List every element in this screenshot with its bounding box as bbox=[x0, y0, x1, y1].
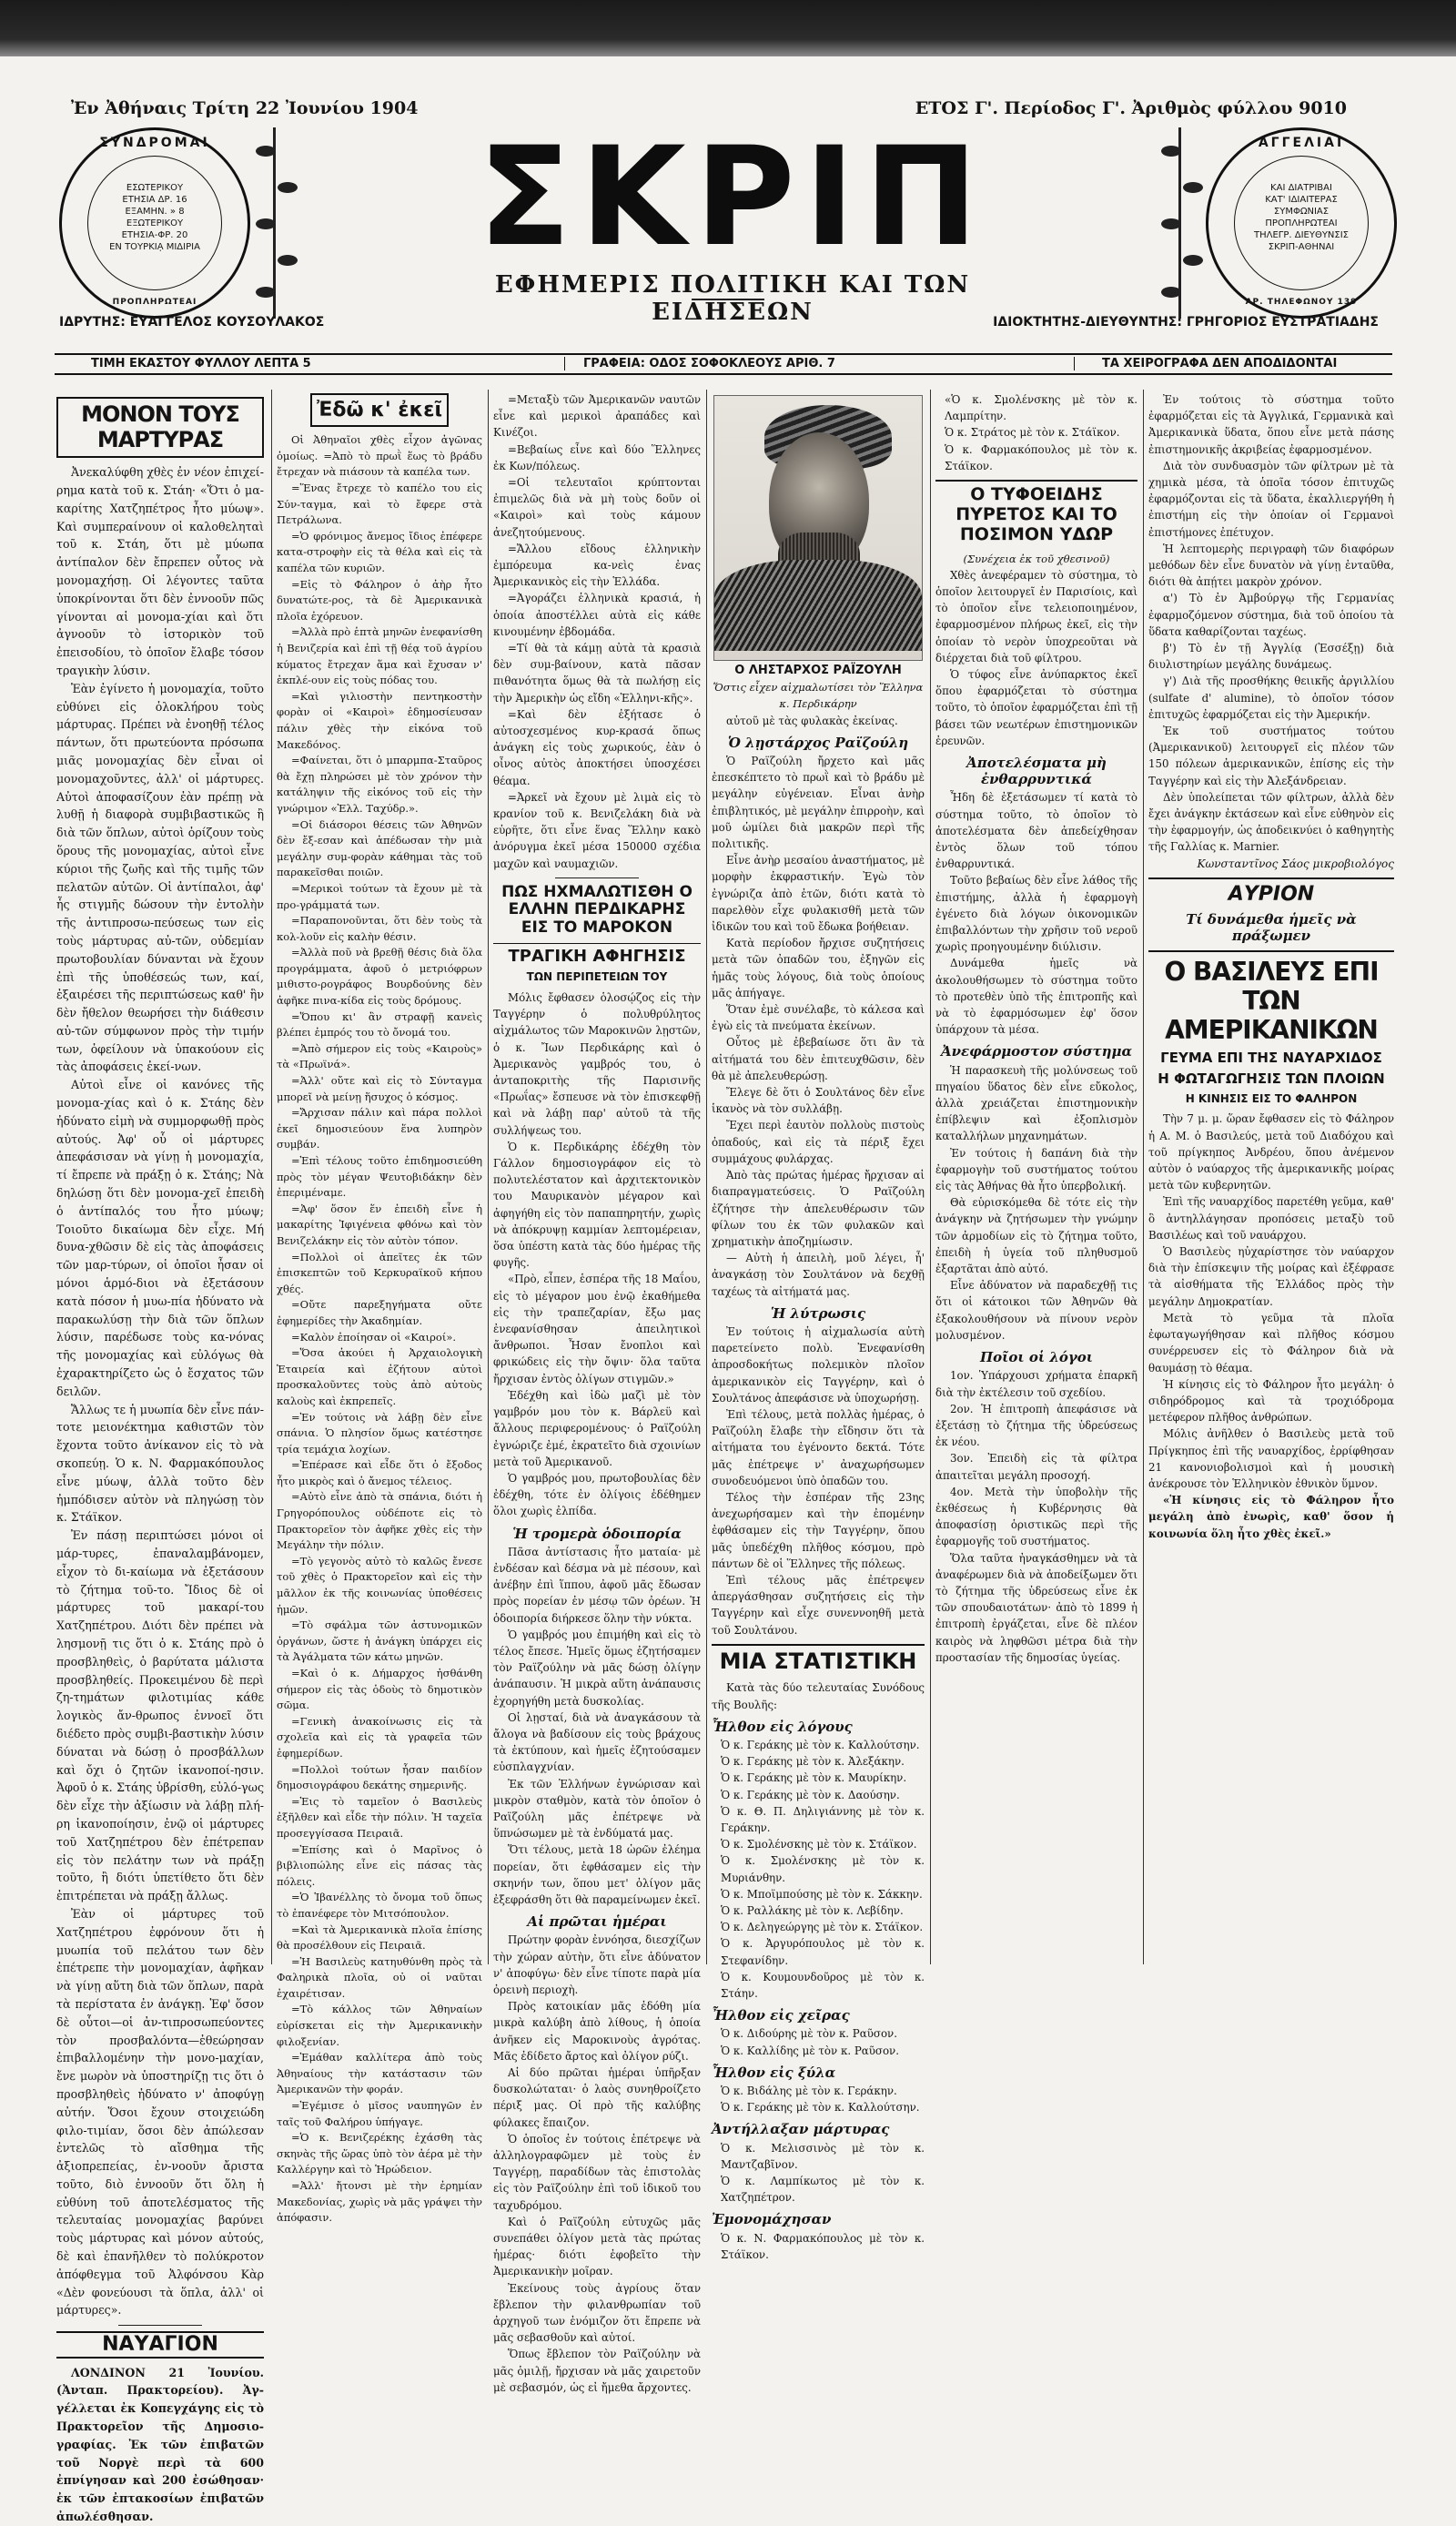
snippet: =Οἱ τελευταῖοι κρύπτονται ἐπιμελῶς διὰ νὰ μὴ τοὺς δοῦν οἱ «Καιροὶ» καὶ τοὺς κάμουν ἀνεζητούμενους. bbox=[493, 476, 701, 539]
subheading: Ποῖοι οἱ λόγοι bbox=[979, 1349, 1094, 1366]
article-paragraph: Ἐκείνους τοὺς ἀγρίους ὅταν ἔβλεπον τὴν φιλανθρωπίαν τοῦ ἀρχηγοῦ των ἐνόμιζον ὅτι ἔπρεπε νὰ μᾶς σεβασθοῦν καὶ αὐτοί. bbox=[493, 2281, 701, 2345]
snippet: =Ὅπου κι' ἂν στραφῇ κανεὶς βλέπει ἐμπρός του τὸ ὄνομά του. bbox=[277, 1009, 482, 1040]
seal-right-bottom: ΑΡ. ΤΗΛΕΦΩΝΟΥ 139 bbox=[1245, 298, 1358, 307]
article-paragraph: Ὁ ὁποῖος ἐν τούτοις ἐπέτρεψε νὰ ἀλληλογραφῶμεν μὲ τοὺς ἐν Ταγγέρῃ, παραδίδων τὰς ἐπιστολὰς εἰς τὸν Ραϊζούλην ἐπὶ τοῦ ἰδικοῦ του ταχυδρόμου. bbox=[493, 2132, 701, 2212]
vine-ornament-right bbox=[1178, 127, 1194, 319]
article-paragraph: Δὲν ὑπολείπεται τῶν φίλτρων, ἀλλὰ δὲν ἔχει ἀνάγκην ἐκτάσεων καὶ εἶνε εὐθηνὸν εἰς τὴν ἐφαρμογήν, ὡς ἀποδεικνύει ὁ καθηγητὴς τῆς Γαλλίας κ. Marnier. bbox=[1148, 790, 1394, 854]
snippet: =Ὅσα ἀκούει ἡ Ἀρχαιολογικὴ Ἑταιρεία καὶ ἐζήτουν αὐτοὶ προσκαλοῦντες τοὺς ἀπὸ αὐτοὺς καλοὺς καὶ ἐκπρεπεῖς. bbox=[277, 1346, 482, 1407]
snippet: =Ὁ κ. Βενιζερέκης ἐχάσθη τὰς σκηνὰς τῆς ὥρας ὑπὸ τὸν ἀέρα μὲ τὴν Καλλέργην καὶ τὸ Ἡρώδειον. bbox=[277, 2131, 482, 2176]
article-paragraph: Μόλις ἀνῆλθεν ὁ Βασιλεὺς μετὰ τοῦ Πρίγκηπος ἐπὶ τῆς ναυαρχίδος, ἐρρίφθησαν 21 κανονιοβολισμοὶ καὶ ἡ μουσικὴ ἀνέκρουσε τὸν Ἑλληνικὸν ἐθνικὸν ὕμνον. bbox=[1148, 1427, 1394, 1490]
article-paragraph: Ἐν τούτοις τὸ σύστημα τοῦτο ἐφαρμόζεται εἰς τὰ Ἀγγλικά, Γερμανικὰ καὶ Ἀμερικανικὰ ὕδατα, ὅπου εἶνε μετὰ πάσης ἐπιστημονικῆς ἀκριβείας ἐφαρμοσμένον. bbox=[1148, 393, 1394, 456]
article-paragraph: Ἡ παρασκευὴ τῆς μολύνσεως τοῦ πηγαίου ὕδατος δὲν εἶνε εὔκολος, ἀλλὰ χρειάζεται ἐπιστημονικὴν ἐπίβλεψιν καὶ ἐξοπλισμὸν καταλλήλων μηχανημάτων. bbox=[935, 1063, 1138, 1143]
headline-statistic: ΜΙΑ ΣΤΑΤΙΣΤΙΚΗ bbox=[712, 1644, 925, 1675]
article-paragraph: Οἱ λῃσταί, διὰ νὰ ἀναγκάσουν τὰ ἄλογα νὰ βαδίσουν εἰς τοὺς βράχους τὰ ἐκτύπουν, καὶ ἡμεῖς ἐζητούσαμεν εὐσπλαγχνίαν. bbox=[493, 1710, 701, 1774]
article-paragraph: ΛΟΝΔΙΝΟΝ 21 Ἰουνίου. (Ἀνταπ. Πρακτορείου). Ἀγ-γέλλεται ἐκ Κοπεγχάγης εἰς τὸ Πρακτορεῖον τῆς Δημοσιο-γραφίας. Ἐκ τῶν ἐπιβατῶν τοῦ Νοργὲ περὶ τὰ 600 ἐπνίγησαν καὶ 200 ἐσώθησαν· ἐκ τῶν ἐπτακοσίων ἐπιβατῶν ἀπωλέσθησαν. bbox=[56, 2365, 264, 2523]
stat-entry: Ὁ κ. Μελισσινὸς μὲ τὸν κ. Μαντζαβῖνον. bbox=[721, 2141, 925, 2171]
snippet: =Ἀπὸ σήμερον εἰς τοὺς «Καιροὺς» τὰ «Πρωϊνά». bbox=[277, 1041, 482, 1071]
continued-note: (Συνέχεια ἐκ τοῦ χθεσινοῦ) bbox=[963, 552, 1110, 565]
separator bbox=[118, 2325, 201, 2326]
article-paragraph: «Πρὸ, εἶπεν, ἑσπέρα τῆς 18 Μαΐου, εἰς τὸ μέγαρον μου ἐνῷ ἐκαθήμεθα εἰς τὴν τραπεζαρίαν, ἔξω μας ἐνεφανίσθησαν ἀπειλητικοὶ ἄνθρωποι. Ἦσαν ἔνοπλοι καὶ φρικώδεις εἰς τὴν ὄψιν· ὅλα ταῦτα ἤρχισαν ἐντὸς ὀλίγων στιγμῶν.» bbox=[493, 1273, 701, 1385]
snippet: =Βεβαίως εἶνε καὶ δύο Ἕλληνες ἐκ Κων/πόλεως. bbox=[493, 442, 701, 472]
article-paragraph: 3ον. Ἐπειδὴ εἰς τὰ φίλτρα ἀπαιτεῖται μεγάλη προσοχή. bbox=[935, 1452, 1138, 1482]
seal-right-line: ΠΡΟΠΛΗΡΩΤΕΑΙ bbox=[1265, 218, 1338, 228]
article-paragraph: Ἐδέχθη καὶ ἰδὼ μαζὶ μὲ τὸν γαμβρόν μου τὸν κ. Βάρλεϋ καὶ ἄλλους περιφερομένους· ὁ Ραϊζούλη ἐγνώριζε ἐμέ, ἐκρατεῖτο διὰ σχοινίων μετὰ τοῦ Ἀμερικανοῦ. bbox=[493, 1388, 701, 1468]
article-paragraph: Εἶνε ἀδύνατον νὰ παραδεχθῇ τις ὅτι οἱ κάτοικοι τῶν Ἀθηνῶν θὰ ἐξακολουθήσουν νὰ πίνουν νερὸν μολυσμένον. bbox=[935, 1279, 1138, 1342]
portrait-raisuli bbox=[713, 395, 923, 661]
snippet: =Ἐμάθαν καλλίτερα ἀπὸ τοὺς Ἀθηναίους τὴν κατάστασιν τῶν Ἀμερικανῶν τὴν φοράν. bbox=[277, 2051, 482, 2096]
owner-line: ΙΔΙΟΚΤΗΤΗΣ-ΔΙΕΥΘΥΝΤΗΣ: ΓΡΗΓΟΡΙΟΣ ΕΥΣΤΡΑΤΙΑΔΗΣ bbox=[993, 315, 1379, 330]
article-paragraph: Ἐπὶ τέλους, μετὰ πολλὰς ἡμέρας, ὁ Ραϊζούλη ἔλαβε τὴν εἴδησιν ὅτι τὰ αἰτήματα του ἐγένοντο δεκτά. Τότε μᾶς ἐπέτρεψε ν' ἀναχωρήσωμεν συνοδευόμενοι ὑπὸ ὀπαδῶν του. bbox=[712, 1407, 925, 1487]
headline-only-witnesses: ΜΟΝΟΝ ΤΟΥΣ ΜΑΡΤΥΡΑΣ bbox=[56, 397, 264, 458]
article-paragraph: Ἐπὶ τέλους μᾶς ἐπέτρεψεν ἀπεργάσθησαν συζητήσεις εἰς τὴν Ταγγέρην καὶ εἶχε συνεννοηθῆ μετὰ τοῦ Σουλτάνου. bbox=[712, 1573, 925, 1637]
masthead bbox=[0, 118, 1456, 346]
stat-entry: Ὁ κ. Σμολένσκης μὲ τὸν κ. Μυριάνθην. bbox=[721, 1854, 925, 1884]
article-paragraph: Ἐν πάσῃ περιπτώσει μόνοι οἱ μάρ-τυρες, ἐπαναλαμβάνομεν, εἶχον τὸ δι-καίωμα νὰ ἐξετάσουν τὸ ζήτημα τοῦ-το. Ἴδιος δὲ οἱ μάρτυρες τοῦ μακαρί-του Χατζηπέτρου. Διότι δὲν πρέπει νὰ λησμονῇ τις ὅτι ὁ κ. Στάης πρὸ ὁ προσβληθεὶς, ὁ βαρύτατα μάλιστα προσβληθείς. Προκειμένου δὲ περὶ ζη-τημάτων φιλοτιμίας κάθε λογικὸς ἄν-θρωπος ἐννοεῖ ὅτι διέδετο πρὸς συμβι-βαστικὴν λύσιν δύναται νὰ δώσῃ ὁ προσβάλλων καὶ ὄχι ὁ ζητῶν ἱκανοποί-ησιν. Ἀφοῦ ὁ κ. Στάης ὑβρίσθη, εὐλό-γως δὲν εἶχε τὴν ἀξίωσιν νὰ λάβῃ πλή-ρη ἱκανοποίησιν, ἐνῷ οἱ μάρτυρες τοῦ Χατζηπέτρου δὲν ἐπέτρεπαν εἰς τὸν πελάτην των νὰ πράξῃ τοῦτο, ἢ διότι ὑπετίθετο ὅτι δὲν ἐπιτρέπεται νὰ πράξῃ ἄλλως. bbox=[56, 1528, 264, 1903]
headline-perdikaris: ΠΩΣ ΗΧΜΑΛΩΤΙΣΘΗ Ο ΕΛΛΗΝ ΠΕΡΔΙΚΑΡΗΣ ΕΙΣ ΤΟ ΜΑΡΟΚΟΝ bbox=[501, 882, 693, 937]
article-paragraph: Ἡ λεπτομερὴς περιγραφὴ τῶν διαφόρων μεθόδων δὲν εἶνε δυνατὸν νὰ γίνῃ ἐνταῦθα, διότι θὰ ἀπῄτει μακρὸν χρόνον. bbox=[1148, 542, 1394, 589]
seal-right-arc: ΑΓΓΕΛΙΑΙ bbox=[1258, 136, 1345, 150]
snippet: =Ἄλλου εἴδους ἑλληνικὴν ἐμπόρευμα κα-νεὶς ἐνας Ἀμερικανικὸς εἰς τὴν Ἑλλάδα. bbox=[493, 542, 701, 589]
column-1 bbox=[56, 391, 264, 2523]
snippet: =Αὐτὸ εἶνε ἀπὸ τὰ σπάνια, διότι ἡ Γρηγορόπουλος οὐδέποτε εἰς τὸ Πρακτορεῖον τὸν ἀφῆκε χθὲς εἰς τὴν Μεγάλην τὴν πόλιν. bbox=[277, 1490, 482, 1552]
stat-entry: Ὁ κ. Κουμουνδοῦρος μὲ τὸν κ. Στάην. bbox=[721, 1970, 925, 2001]
stat-entry: Ὁ κ. Γεράκης μὲ τὸν κ. Καλλούτσην. bbox=[721, 1738, 920, 1751]
snippet: =Ἀλλὰ ποῦ νὰ βρεθῇ θέσις διὰ ὅλα προγράμματα, ἀφοῦ ὁ μετριόφρων μιθιστο-ρογράφος Βουρδούνης δὲν ἀφῆκε πινα-κίδα εἰς τοὺς δρόμους. bbox=[277, 946, 482, 1008]
snippet: =Ἀφ' ὅσον ἕν ἐπειδὴ εἶνε ἡ μακαρίτης Ἰφιγένεια φθόνω καὶ τὸν Βενιζελάκην εἰς τὸν αὐτὸν τόπον. bbox=[277, 1202, 482, 1247]
article-paragraph: Ἐν τούτοις ἡ δαπάνη διὰ τὴν ἐφαρμογὴν τοῦ συστήματος τούτου εἰς τὰς Ἀθήνας θὰ ἦτο ὑπερβολική. bbox=[935, 1146, 1138, 1193]
stat-heading: Ἀντήλλαξαν μάρτυρας bbox=[712, 2121, 890, 2138]
founder-line: ΙΔΡΥΤΗΣ: ΕΥΑΓΓΕΛΟΣ ΚΟΥΣΟΥΛΑΚΟΣ bbox=[59, 315, 325, 330]
stat-entry: Ὁ κ. Σμολένσκης μὲ τὸν κ. Στάϊκον. bbox=[721, 1838, 917, 1851]
article-paragraph: Ἡ κίνησις εἰς τὸ Φάληρον ἦτο μεγάλη· ὁ σιδηρόδρομος καὶ τὰ τροχιόδρομα μετέφερον πλῆθος ἀνθρώπων. bbox=[1148, 1377, 1394, 1425]
seal-left-line: ΕΣΩΤΕΡΙΚΟΥ bbox=[126, 183, 184, 193]
column-2 bbox=[277, 391, 482, 2225]
snippet: =Μεταξὺ τῶν Ἀμερικανῶν ναυτῶν εἶνε καὶ μερικοὶ ἀραπάδες καὶ Κινέζοι. bbox=[493, 393, 701, 440]
snippet: =Ἀγοράζει ἑλληνικὰ κρασιά, ἡ ὁποία ἀποστέλλει αὐτὰ εἰς κάθε κινουμένην ἐβδομάδα. bbox=[493, 592, 701, 638]
subheading: Ὁ λῃστάρχος Ραϊζούλη bbox=[727, 734, 909, 751]
snippet: =Ἐπίσης καὶ ὁ Μαρῖνος ὁ βιβλιοπώλης εἶνε εἰς πάσας τὰς πόλεις. bbox=[277, 1842, 482, 1888]
office-address: ΓΡΑΦΕΙΑ: ΟΔΟΣ ΣΟΦΟΚΛΕΟΥΣ ΑΡΙΘ. 7 bbox=[564, 357, 835, 370]
article-paragraph: Ἐκ τοῦ συστήματος τούτου (Ἀμερικανικοῦ) λειτουργεῖ εἰς πλέον τῶν 150 πόλεων ἀμερικανικῶν, ἐπίσης εἰς τὴν Ταγγέρην καὶ εἰς τὴν Ἀλεξάνδρειαν. bbox=[1148, 725, 1394, 787]
snippet: =Οὔτε παρεξηγήματα οὔτε ἐφημερίδες τὴν Ἀκαδημίαν. bbox=[277, 1298, 482, 1327]
stat-entry: Ὁ κ. Λαμπίκωτος μὲ τὸν κ. Χατζηπέτρον. bbox=[721, 2175, 925, 2205]
article-paragraph: Ὅτι τέλους, μετὰ 18 ὡρῶν ἐλέημα πορείαν, ὅτι ἐφθάσαμεν εἰς τὴν σκηνήν των, ὅπου μετ' ὀλίγον μᾶς ἐξεφράσθη ὅτι θὰ παραμείνωμεν ἐκεῖ. bbox=[493, 1843, 701, 1906]
article-paragraph: Διὰ τὸν συνδυασμὸν τῶν φίλτρων μὲ τὰ χημικὰ μέσα, τὰ ὁποῖα τόσον ἐπιτυχῶς ἐφαρμόζονται εἰς τὰ ὕδατα, ἐκαλλιεργήθη ἡ ἐπιστήμη εἰς τὴν ὁποίαν οἱ Γερμανοὶ ἐπιστήμονες ἐπέτυχον. bbox=[1148, 459, 1394, 539]
portrait-caption: Ο ΛΗΣΤΑΡΧΟΣ ΡΑΪΖΟΥΛΗ bbox=[734, 664, 902, 677]
portrait-subcaption: Ὅστις εἶχεν αἰχμαλωτίσει τὸν Ἕλληνα κ. Περδικάρην bbox=[713, 681, 924, 711]
snippet: =Ἐπέρασε καὶ εἶδε ὅτι ὁ ἔξοδος ἦτο μικρὸς καὶ ὁ ἄνεμος τέλειος. bbox=[277, 1458, 482, 1487]
stat-entry: «Ὁ κ. Σμολένσκης μὲ τὸν κ. Λαμπρίτην. bbox=[945, 393, 1138, 423]
article-paragraph: Ὁ γαμβρός μου, πρωτοβουλίας δὲν ἐδέχθη, τότε ἐν ὀλίγοις ἐδέθημεν ὅλοι χωρὶς ἐλπίδα. bbox=[493, 1471, 701, 1518]
subheading: Ἡ λύτρωσις bbox=[770, 1304, 866, 1322]
seal-right-line: ΣΚΡΙΠ-ΑΘΗΝΑΙ bbox=[1268, 242, 1335, 252]
snippet: =Ὁ Ἱβανέλλης τὸ ὄνομα τοῦ ὅπως τὸ ἐπανέφερε τὸν Μιτσόπουλον. bbox=[277, 1891, 482, 1920]
article-paragraph: Κατὰ τὰς δύο τελευταίας Συνόδους τῆς Βουλῆς: bbox=[712, 1681, 925, 1711]
seal-right-line: ΚΑΙ ΔΙΑΤΡΙΒΑΙ bbox=[1270, 183, 1332, 193]
seal-left-inner bbox=[87, 156, 222, 290]
article-paragraph: Καὶ ὁ Ραϊζούλη εὐτυχῶς μᾶς συνεπάθει ὀλίγον μετὰ τὰς πρώτας ἡμέρας· διότι ἐφοβεῖτο τὴν Ἀμερικανικὴν μοῖραν. bbox=[493, 2215, 701, 2278]
manuscripts-notice: ΤΑ ΧΕΙΡΟΓΡΑΦΑ ΔΕΝ ΑΠΟΔΙΔΟΝΤΑΙ bbox=[1074, 357, 1337, 370]
snippet: =Πολλοὶ οἱ ἀπεῖτες ἐκ τῶν ἐπισκεπτῶν τοῦ Κερκυραϊκοῦ κήπου χθές. bbox=[277, 1250, 482, 1295]
snippet: =Ἡ Βασιλεὺς κατηυθύνθη πρὸς τὰ Φαληρικὰ πλοῖα, οὐ οἱ ναῦται ἐχαιρέτισαν. bbox=[277, 1954, 482, 2000]
snippet: =Γενικὴ ἀνακοίνωσις εἰς τὰ σχολεῖα καὶ εἰς τὰ γραφεῖα τῶν ἐφημερίδων. bbox=[277, 1714, 482, 1760]
article-paragraph: Εἶνε ἀνὴρ μεσαίου ἀναστήματος, μὲ μορφὴν ἐκφραστικήν. Ἐγὼ τὸν ἐγνώριζα ἀπὸ ἐτῶν, διότι κατὰ τὸ παρελθὸν εἶχε φυλακισθῆ μετὰ τῶν ἰδικῶν του καὶ τοῦ ἔδωκα βοήθειαν. bbox=[712, 854, 925, 934]
article-paragraph: Τοῦτο βεβαίως δὲν εἶνε λάθος τῆς ἐπιστήμης, ἀλλὰ ἡ ἐφαρμογὴ ἐγένετο διὰ λόγων ὀικονομικῶν ἐπιβαλλόντων τὴν χρῆσιν τοῦ νεροῦ χωρὶς προηγουμένην διύλισιν. bbox=[935, 874, 1138, 954]
snippet: =Ὁ φρόνιμος ἄνεμος ἴδιος ἐπέφερε κατα-στροφὴν εἰς τὰ θέλα καὶ εἰς τὰ καπέλα τῶν κυριῶν. bbox=[277, 529, 482, 575]
seal-right-line: ΚΑΤ' ΙΔΙΑΙΤΕΡΑΣ bbox=[1265, 195, 1338, 205]
article-paragraph: Ἀπὸ τὰς πρώτας ἡμέρας ἤρχισαν αἱ διαπραγματεύσεις. Ὁ Ραϊζούλη ἐζήτησε τὴν ἀπελευθέρωσιν τῶν φίλων του ἐκ τῶν φυλακῶν καὶ χρηματικὴν ἀποζημίωσιν. bbox=[712, 1169, 925, 1248]
stat-entry: Ὁ κ. Βιδάλης μὲ τὸν κ. Γεράκην. bbox=[721, 2085, 897, 2098]
seal-left-bottom: ΠΡΟΠΛΗΡΩΤΕΑΙ bbox=[112, 298, 197, 307]
article-paragraph: Ὁ γαμβρός μου ἐπιμήθη καὶ εἰς τὸ τέλος ἔπεσε. Ἡμεῖς ὅμως ἐζητήσαμεν τὸν Ραϊζούλην νὰ μᾶς δώσῃ ὀλίγην ἀνάπαυσιν. Ἡ μικρὰ αὕτη ἀνάπαυσις ἐχορηγήθη μετὰ δυσκολίας. bbox=[493, 1628, 701, 1708]
column-6 bbox=[1148, 391, 1394, 1957]
article-paragraph: Αὐτοὶ εἶνε οἱ κανόνες τῆς μονομα-χίας καὶ ὁ κ. Στάης δὲν ἠδύνατο εἰμὴ νὰ συμμορφωθῇ πρὸς αὐτούς. Ἀφ' οὗ οἱ μάρτυρες ἀπεφάσισαν νὰ γίνῃ ἡ μονομαχία, τί ἔπρεπε νὰ πράξῃ ὁ κ. Στάης; Νὰ δηλώσῃ ὅτι δὲν μονομα-χεῖ ἐπειδὴ ὁ ἀντίπαλός του ἦτο μύωψ; Τοιοῦτο δικαίωμα δὲν εἶχε. Μή δυνα-χθῶσιν δὲ εἰς τὰς ἀποφάσεις τῶν μαρ-τύρων, οἱ ὁποῖοι ἦσαν οἱ μόνοι ἁρμό-διοι νὰ ἐξετάσουν κατὰ πόσον ἡ μυω-πία ἠδύνατο νὰ παρακωλύσῃ τὴν διὰ τῶν ὅπλων λύσιν, παρέδωσε τοὺς κα-νόνας τῆς μονομαχίας καὶ εὐλόγως θὰ ἐχαρακτηρίζετο ὡς ὁ ἔσχατος τῶν δειλῶν. bbox=[56, 1078, 264, 1398]
snippet: =Οἱ διάσοροι θέσεις τῶν Ἀθηνῶν δὲν ἔξ-εσαν καὶ ἀπέδωσαν τὴν μιὰ μεγάλην συμ-φορὰν κάθημαι τὰς τοῦ παρακεῖσθαι ποιῶν. bbox=[277, 817, 482, 879]
seal-left-line: ΕΤΗΣΙΑ-ΦΡ. 20 bbox=[121, 230, 188, 240]
ornament-rule bbox=[692, 299, 764, 308]
snippet: =Καὶ ὁ κ. Δήμαρχος ἠσθάνθη σήμερον εἰς τὰς ὁδοὺς τὸ δημοτικὸν σῶμα. bbox=[277, 1667, 482, 1712]
headline-here-and-there: Ἐδῶ κ' ἐκεῖ bbox=[310, 393, 449, 427]
snippet: =Καλὸν ἐποίησαν οἱ «Καιροί». bbox=[291, 1330, 457, 1344]
article-paragraph: Οὗτος μὲ ἐβεβαίωσε ὅτι ἂν τὰ αἰτήματά του δὲν ἐπιτευχθῶσιν, δὲν θὰ μὲ ἀπελευθερώσῃ. bbox=[712, 1036, 925, 1082]
stat-heading: Ἦλθον εἰς λόγους bbox=[712, 1718, 853, 1735]
headline-tomorrow: ΑΥΡΙΟΝ bbox=[1148, 878, 1394, 906]
article-paragraph: Ἔχει περὶ ἑαυτὸν πολλοὺς πιστοὺς ὀπαδούς, καὶ εἰς τὰ πέριξ ἔχει συμμάχους φυλάρχας. bbox=[712, 1119, 925, 1165]
column-rule bbox=[706, 390, 707, 1964]
article-paragraph: Ἦδη δὲ ἐξετάσωμεν τί κατὰ τὸ σύστημα τοῦτο, τὸ ὁποῖον τὸ ἀποτελέσματα δὲν ἀπεδείχθησαν ἐντὸς ὅλων τοῦ τόπου ἐνθαρρυντικά. bbox=[935, 791, 1138, 871]
article-paragraph: Ὁ τύφος εἶνε ἀνύπαρκτος ἐκεῖ ὅπου ἐφαρμόζεται τὸ σύστημα τοῦτο, τὸ ὁποῖον ἐφαρμόζεται ἐπὶ τῇ βάσει τῶν νεωτέρων ἐπιστημονικῶν ἐρευνῶν. bbox=[935, 667, 1138, 747]
article-paragraph: Ἐπὶ τῆς ναυαρχίδος παρετέθη γεῦμα, καθ' ὃ ἀντηλλάγησαν προπόσεις μεταξὺ τοῦ Βασιλέως καὶ τοῦ ναυάρχου. bbox=[1148, 1195, 1394, 1242]
headline-dinner-flagship: ΓΕΥΜΑ ΕΠΙ ΤΗΣ ΝΑΥΑΡΧΙΔΟΣ bbox=[1160, 1050, 1382, 1067]
column-rule bbox=[271, 390, 272, 1964]
subheading: Αἱ πρῶται ἡμέραι bbox=[527, 1913, 667, 1931]
article-paragraph: «Ἡ κίνησις εἰς τὸ Φάληρον ἦτο μεγάλη ἀπὸ ἐνωρὶς, καθ' ὅσον ἡ κοινωνία ὅλη ἦτο χθὲς ἐκεῖ.» bbox=[1148, 1494, 1394, 1540]
snippet: =Τὸ κάλλος τῶν Ἀθηναίων εὐρίσκεται εἰς τὴν Ἀμερικανικὴν φιλοξενίαν. bbox=[277, 2003, 482, 2048]
headline-adventures: ΤΩΝ ΠΕΡΙΠΕΤΕΙΩΝ ΤΟΥ bbox=[526, 970, 668, 984]
seal-left-line: ΕΞΩΤΕΡΙΚΟΥ bbox=[126, 218, 184, 228]
article-paragraph: Δυνάμεθα ἡμεῖς νὰ ἀκολουθήσωμεν τὸ σύστημα τοῦτο τὸ προτεθὲν ὑπὸ τῆς ἐπιτροπῆς καὶ νὰ τὸ ἐφαρμόσωμεν ἐφ' ὅσον ὑπάρχουν τὰ μέσα. bbox=[935, 957, 1138, 1037]
subscription-seal bbox=[59, 127, 250, 319]
stat-entry: Ὁ κ. Φαρμακόπουλος μὲ τὸν κ. Στάϊκον. bbox=[945, 442, 1138, 472]
article-paragraph: Τὴν 7 μ. μ. ὥραν ἔφθασεν εἰς τὸ Φάληρον ἡ Α. Μ. ὁ Βασιλεύς, μετὰ τοῦ Διαδόχου καὶ τοῦ πρίγκηπος Ἀνδρέου, ὅπου ἀνέμενον αὐτὸν ὁ ναύαρχος τῆς ἀμερικανικῆς μοίρας μετὰ τῶν κυβερνητῶν. bbox=[1148, 1112, 1394, 1192]
headline-typhoid: Ο ΤΥΦΟΕΙΔΗΣ ΠΥΡΕΤΟΣ ΚΑΙ ΤΟ ΠΟΣΙΜΟΝ ΥΔΩΡ bbox=[935, 480, 1138, 545]
article-paragraph: Ὁ κ. Περδικάρης ἐδέχθη τὸν Γάλλον δημοσιογράφον εἰς τὸ πολυτελέστατον καὶ ἀρχιτεκτονικὸν του Μαυρικανὸν μέγαρον καὶ ἀφηγήθη εἰς τὸν παπαπηρητήν, χωρὶς νὰ ἀπόκρυψῃ καμμίαν λεπτομέρειαν, ὅσα ὑπέστη κατὰ τὰς δύο ἡμέρας τῆς φυγῆς. bbox=[493, 1140, 701, 1270]
issue-number: ΕΤΟΣ Γ'. Περίοδος Γ'. Ἀριθμὸς φύλλου 9010 bbox=[915, 98, 1347, 118]
seal-left-line: ΕΞΑΜΗΝ. » 8 bbox=[125, 207, 185, 217]
stat-entry: Ὁ κ. Μποϊμπούσης μὲ τὸν κ. Σάκκην. bbox=[721, 1887, 923, 1901]
stat-entry: Ὁ κ. Ν. Φαρμακόπουλος μὲ τὸν κ. Στάϊκον. bbox=[721, 2231, 925, 2261]
article-paragraph: — Αὐτὴ ἡ ἀπειλὴ, μοῦ λέγει, ἦ' ἀναγκάσῃ τὸν Σουλτάνον νὰ δεχθῇ ταχέως τὰ αἰτήματά μας. bbox=[712, 1252, 925, 1298]
headline-tragic-account: ΤΡΑΓΙΚΗ ΑΦΗΓΗΣΙΣ bbox=[493, 943, 701, 967]
snippet: =Καὶ τὰ Ἀμερικανικὰ πλοῖα ἐπίσης θὰ προσέλθουν εἰς Πειραιᾶ. bbox=[277, 1922, 482, 1953]
stat-entry: Ὁ κ. Δεληγεώργης μὲ τὸν κ. Στάϊκον. bbox=[721, 1921, 924, 1934]
article-paragraph: Αἱ δύο πρῶται ἡμέραι ὑπῆρξαν δυσκολώταται· ὁ λαὸς συνηθροίζετο πέριξ μας. Οἱ πρὸ τῆς καλύβης φύλακες ἔπαιζον. bbox=[493, 2066, 701, 2129]
vine-ornament-left bbox=[273, 127, 288, 319]
snippet: =Ἕνας ἔτρεχε τὸ καπέλο του εἰς Σύν-ταγμα, καὶ τὸ ἔφερε στὰ Πετράλωνα. bbox=[277, 482, 482, 527]
column-5 bbox=[935, 391, 1138, 1957]
seal-left-line: ΕΝ ΤΟΥΡΚΙᾼ ΜΙΔΙΡΙΑ bbox=[109, 242, 200, 252]
article-paragraph: 4ον. Μετὰ τὴν ὑποβολὴν τῆς ἐκθέσεως ἡ Κυβέρνησις θὰ ἀποφασίσῃ ὁριστικῶς περὶ τῆς ἐφαρμογῆς τοῦ συστήματος. bbox=[935, 1485, 1138, 1548]
article-paragraph: Τέλος τὴν ἑσπέραν τῆς 23ης ἀνεχωρήσαμεν καὶ τὴν ἐπομένην ἐφθάσαμεν εἰς τὴν Ταγγέρην, ὅπου μᾶς ὑπεδέχθη πλῆθος κόσμου, πρὸ πάντων δὲ οἱ Ἕλληνες τῆς πόλεως. bbox=[712, 1490, 925, 1570]
seal-right-line: ΣΥΜΦΩΝΙΑΣ bbox=[1273, 207, 1330, 217]
article-paragraph: Ἐὰν ἐγίνετο ἡ μονομαχία, τοῦτο εὐθύνει εἰς ὁλοκλήρου τοὺς μάρτυρας. Πρέπει νὰ ἐνοηθῇ τέλος πάντων, ὅτι πρωτεύοντα πρόσωπα μιᾶς μονομαχίας δὲν εἶναι οἱ μονομαχοῦντες, ἀλλ' οἱ μάρτυρες. Αὐτοὶ ἀποφασίζουν ἐὰν πρέπῃ νὰ λυθῇ ἡ διαφορὰ συμβιβαστικῶς ἢ διὰ τῶν ὅπλων, αὐτοὶ ὁρίζουν τοὺς ὅρους τῆς μονομαχίας, αὐτοὶ εἶνε κύριοι τῆς ζωῆς καὶ τῆς τιμῆς τῶν πελατῶν αὐτῶν. Οἱ ἀντίπαλοι, ἀφ' ἧς στιγμῆς δώσουν τὴν ἐντολὴν τῆς ἀντιπροσω-πεύσεως των εἰς τοὺς μάρτυρας αὐ-τῶν, οὐδεμίαν πρωτοβουλίαν δύνανται νὰ ἔχουν ἐπὶ τῆς ὑποθέσεώς των, καί, ἐξαιρέσει τῆς περιπτώσεως καθ' ἣν δὲν ἤθελον θεωρήσει τὴν διάθεσιν αὐ-τῶν σύμφωνον πρὸς τὴν τιμήν των, ὀφείλουν νὰ ὑπακούουν εἰς τὰς ἀποφάσεις ἐκεί-νων. bbox=[56, 681, 264, 1074]
stat-entry: Ὁ κ. Γεράκης μὲ τὸν κ. Μαυρίκην. bbox=[721, 1771, 907, 1785]
article-paragraph: Ἐὰν οἱ μάρτυρες τοῦ Χατζηπέτρου ἐφρόνουν ὅτι ἡ μυωπία τοῦ πελάτου των δὲν ἐπέτρεπε τὴν μονομαχίαν, ἀφῆκαν νὰ γίνῃ αὕτη διὰ τῶν ὅπλων, παρὰ τὰ περίστατα ἐν ἀνάγκῃ. Ἐφ' ὅσον δὲ οὗτοι—οἱ ἀν-τιπροσωπεύοντες τὸν προσβαλόντα—ἐθεώρησαν ἐπιβαλλομένην τὴν μονο-μαχίαν, ἔνε μωρὸν νὰ ὑποστηρίζῃ τις ὅτι ὁ προσβληθεὶς ἠδύνατο ν' ἀποφύγῃ αὐτήν. Ὅσοι ἔχουν στοιχειώδη φιλο-τιμίαν, ὅσοι δὲν ἀπώλεσαν ἐντελῶς τὸ αἴσθημα τῆς ἀξιοπρεπείας, ἐν-νοοῦν ἄριστα τοῦτο, διὸ ἐννοοῦν ὅτι ὅλη ἡ εὐθύνη τοῦ ἀποτελέσματος τῆς τελευταίας μονομαχίας βαρύνει τοὺς μάρτυρας καὶ μόνον αὐτούς, δὲ καὶ ἐπανῆλθεν τὸ πολύκροτον ἀπόφθεγμα τοῦ Ἀλφόνσου Κὰρ «Δὲν φονεύουσι τὰ ὅπλα, ἀλλ' οἱ μάρτυρες». bbox=[56, 1906, 264, 2318]
article-paragraph: Πᾶσα ἀντίστασις ἦτο ματαία· μὲ ἐνδέσαν καὶ δέσμα νὰ μὲ πέσουν, καὶ ἀνέβην ἐπὶ ἵππου, ἀφοῦ μᾶς ἔδωσαν πρὸς πορείαν ἐν μέσῳ τῶν ὀρέων. Ἡ ὁδοιπορία διήρκεσε ὅλην τὴν νύκτα. bbox=[493, 1545, 701, 1625]
article-paragraph: γ') Διὰ τῆς προσθήκης θειικῆς ἀργιλλίου (sulfate d' alumine), τὸ ὁποῖον τόσον ἐπιτυχῶς ἐφαρμόζεται εἰς τὴν Ἀμερικήν. bbox=[1148, 675, 1394, 721]
article-paragraph: 2ον. Ἡ ἐπιτροπὴ ἀπεφάσισε νὰ ἐξετάσῃ τὸ ζήτημα τῆς ὑδρεύσεως ἐκ νέου. bbox=[935, 1402, 1138, 1449]
article-paragraph: Μόλις ἔφθασεν ὁλοσῴζος εἰς τὴν Ταγγέρην ὁ πολυθρύλητος αἰχμάλωτος τῶν Μαροκινῶν λῃστῶν, ὁ κ. Ἴων Περδικάρης καὶ ὁ Ἀμερικανὸς γαμβρός του, ὁ ἀνταποκριτὴς τῆς Παρισινῆς «Πρωΐας» ἔσπευσε νὰ τὸν ἐπισκεφθῇ καὶ νὰ λάβῃ παρ' αὐτοῦ τὰ τῆς συλλήψεως του. bbox=[493, 991, 701, 1137]
snippet: =Ἀλλ' οὔτε καὶ εἰς τὸ Σύνταγμα μπορεῖ νὰ μείνῃ ἥσυχος ὁ κόσμος. bbox=[277, 1074, 482, 1103]
snippet: =Μερικοὶ τούτων τὰ ἔχουν μὲ τὰ προ-γράμματά των. bbox=[277, 881, 482, 911]
article-paragraph: Μετὰ τὸ γεῦμα τὰ πλοῖα ἐφωταγωγήθησαν καὶ πλῆθος κόσμου συνέρρευσεν εἰς τὸ Φάληρον διὰ νὰ θαυμάσῃ τὸ θέαμα. bbox=[1148, 1311, 1394, 1375]
stat-entry: Ὁ κ. Γεράκης μὲ τὸν κ. Καλλούτσην. bbox=[721, 2101, 920, 2115]
subheading: Ἡ τρομερὰ ὁδοιπορία bbox=[512, 1525, 682, 1542]
article-paragraph: Ὁ Βασιλεὺς ηὐχαρίστησε τὸν ναύαρχον διὰ τὴν ἐπίσκεψιν τῆς μοίρας καὶ ἐξέφρασε τὰ αἰσθήματα τῆς Ἑλλάδος πρὸς τὴν μεγάλην Δημοκρατίαν. bbox=[1148, 1245, 1394, 1308]
article-paragraph: Χθὲς ἀνεφέραμεν τὸ σύστημα, τὸ ὁποῖον λειτουργεῖ ἐν Παρισίοις, καὶ τὸ ὁποῖον εἶνε τελειοποιημένον, ἐφαρμοσμένον πλήρως ἐκεῖ, εἰς τὴν ὁποίαν τὸ νερὸν ὑποχρεοῦται νὰ διέρχεται διὰ τοῦ φίλτρου. bbox=[935, 568, 1138, 664]
headline-king-on-american-ships: Ο ΒΑΣΙΛΕΥΣ ΕΠΙ ΤΩΝ ΑΜΕΡΙΚΑΝΙΚΩΝ bbox=[1148, 950, 1394, 1046]
snippet: =Εἰς τὸ Φάληρον ὁ ἀὴρ ἦτο δυνατώτε-ρος, τὰ δὲ Ἀμερικανικὰ πλοῖα ἐχόρευον. bbox=[277, 577, 482, 623]
article-paragraph: Ὁ Ραϊζούλη ἤρχετο καὶ μᾶς ἐπεσκέπτετο τὸ πρωῒ καὶ τὸ βράδυ μὲ μεγάλην εὐγένειαν. Εἶναι ἀνὴρ ἐπιβλητικός, μὲ μεγάλην ἐπιρροὴν, καὶ μοῦ ὡμίλει διὰ μακρῶν περὶ τῆς πολιτικῆς. bbox=[712, 755, 925, 851]
snippet: =Καὶ γιλιοστὴν πεντηκοστὴν φορὰν οἱ «Καιροὶ» ἐδημοσίευσαν πάλιν χθὲς τὴν εἰκόνα τοῦ Μακεδόνος. bbox=[277, 689, 482, 751]
stat-entry: Ὁ κ. Καλλίδης μὲ τὸν κ. Ραῦσον. bbox=[721, 2044, 899, 2057]
snippet: =Φαίνεται, ὅτι ὁ μπαρμπα-Σταῦρος θὰ ἔχῃ πληρώσει μὲ τὸν χρόνον τὴν κατάληψιν τῆς εἰκόνος τοῦ εἰς τὴν γνώριμον «Ἐλλ. Ταχύδρ.». bbox=[277, 754, 482, 815]
subheading: Ἀνεφάρμοστον σύστημα bbox=[940, 1043, 1133, 1060]
subheading: Τί δυνάμεθα ἡμεῖς νὰ πράξωμεν bbox=[1186, 911, 1357, 945]
article-paragraph: Ἐκ τῶν Ἑλλήνων ἐγνώρισαν καὶ μικρὸν σταθμὸν, κατὰ τὸν ὁποῖον ὁ Ραϊζούλη μᾶς ἐπέτρεψε νὰ ὕπνώσωμεν μὲ τὰ ἐνδύματά μας. bbox=[493, 1777, 701, 1841]
snippet: =Ἐπὶ τέλους τοῦτο ἐπιδημοσιεύθη πρὸς τὸν μέγαν Ψευτοβιδάκην δὲν ἐπεριμέναμε. bbox=[277, 1154, 482, 1200]
headline-phaleron-movement: Η ΚΙΝΗΣΙΣ ΕΙΣ ΤΟ ΦΑΛΗΡΟΝ bbox=[1185, 1091, 1358, 1105]
snippet: =Ἐις τὸ ταμεῖον ὁ Βασιλεὺς ἐξῆλθεν καὶ εἶδε τὴν πόλιν. Ἡ ταχεῖα προσεγγίσασα Πειραιᾶ. bbox=[277, 1794, 482, 1840]
article-paragraph: Ὅπως ἔβλεπον τὸν Ραϊζούλην νὰ μᾶς ὁμιλῇ, ἤρχισαν νὰ μᾶς χαιρετοῦν μὲ σεβασμόν, ὡς εἰ ἤμεθα ἄρχοντες. bbox=[493, 2348, 701, 2394]
price-notice: ΤΙΜΗ ΕΚΑΣΤΟΥ ΦΥΛΛΟΥ ΛΕΠΤΑ 5 bbox=[91, 357, 311, 370]
article-paragraph: Ὅταν ἐμὲ συνέλαβε, τὸ κάλεσα καὶ ἐγὼ εἰς τὰ πνεύματα ἐκείνων. bbox=[712, 1003, 925, 1033]
seal-right-inner bbox=[1234, 156, 1369, 290]
snippet: =Καὶ δὲν ἐξήτασε ὁ αὐτοσχεσμένος κυρ-κρασά ὅπως ἀνάγκη εἰς τοὺς χωρικούς, ἐὰν ὁ οἶνος αὐτὸς ἀποκτήσει ὑποσχέσει θέαμα. bbox=[493, 707, 701, 787]
stat-entry: Ὁ κ. Στράτος μὲ τὸν κ. Στάϊκον. bbox=[945, 426, 1120, 440]
snippet: Οἱ Ἀθηναῖοι χθὲς εἶχον ἀγῶνας ὁμοίως. =Ἀπὸ τὸ πρωῒ ἕως τὸ βράδυ ἔτρεχαν νὰ πιάσουν τὰ καπέλα των. bbox=[277, 433, 482, 479]
info-bar bbox=[55, 353, 1392, 375]
newspaper-title: ΣΚΡΙΠ bbox=[478, 118, 987, 277]
article-paragraph: 1ον. Ὑπάρχουσι χρήματα ἐπαρκῆ διὰ τὴν ἐκτέλεσιν τοῦ σχεδίου. bbox=[935, 1369, 1138, 1399]
snippet: =Τί θὰ τὰ κάμῃ αὐτὰ τὰ κρασιὰ δὲν συμ-βαίνουν, κατὰ πᾶσαν πιθανότητα ὅμως θὰ τὰ πωλήσῃ εἰς τὴν Ἀμερικὴν ὡς εἴδη «Ἑλληνι-κῆς». bbox=[493, 642, 701, 705]
article-paragraph: Ἀνεκαλύφθη χθὲς ἐν νέον ἐπιχεί-ρημα κατὰ τοῦ κ. Στάη· «Ὅτι ὁ μα-καρίτης Χατζηπέτρος ἦτο μύωψ». Καὶ συμπεραίνουν οἱ καλοθεληταὶ τοῦ κ. Στάη, ὅτι μὲ μύωπα ἀντίπαλον δὲν ἔπρεπεν οὗτος νὰ μονομαχήσῃ. Οἱ λέγοντες ταῦτα ὑποκρίνονται ὅτι δὲν ἐννοοῦν πῶς γίνονται αἱ μονομα-χίαι καὶ ὅτι ἀγνοοῦν τὸ ἱστορικὸν τοῦ ἐπεισοδίου, τὸ ὁποῖον ἔλαβε τόσον τραγικὴν λύσιν. bbox=[56, 465, 264, 677]
stat-entry: Ὁ κ. Ἀργυρόπουλος μὲ τὸν κ. Στεφανίδην. bbox=[721, 1937, 925, 1967]
portrait-cloak bbox=[714, 560, 922, 651]
stat-heading: Ἐμονομάχησαν bbox=[712, 2211, 832, 2228]
advertisement-seal bbox=[1206, 127, 1397, 319]
stat-entry: Ὁ κ. Ραλλάκης μὲ τὸν κ. Λεβίδην. bbox=[721, 1904, 904, 1918]
snippet: =Τὸ σφάλμα τῶν ἀστυνομικῶν ὀργάνων, ὥστε ἡ ἀνάγκη ὑπάρχει εἰς τὰ Ἀγάλματα τῶν κάτω μηνῶν. bbox=[277, 1618, 482, 1664]
snippet: =Πολλοὶ τούτων ἦσαν παιδίον δημοσιογράφου δεκάτης σημερινῆς. bbox=[277, 1762, 482, 1792]
snippet: =Τὸ γεγονὸς αὐτὸ τὸ καλῶς ἔνεσε τοῦ χθὲς ὁ Πρακτορεῖον καὶ εἰς τὴν μᾶλλον ἐκ τῆς κοινωνίας ὑποθέσεις ἡμῶν. bbox=[277, 1554, 482, 1616]
article-paragraph: α') Τὸ ἐν Ἀμβούργῳ τῆς Γερμανίας ἐφαρμοζόμενον σύστημα, διὰ τοῦ ὁποίου τὰ ὕδατα καθαρίζονται ταχέως. bbox=[1148, 592, 1394, 638]
snippet: =Ἐγέμισε ὁ μῖσος ναυπηγῶν ἐν ταῖς τοῦ Φαλήρου ὑπήγαγε. bbox=[277, 2099, 482, 2128]
stat-entry: Ὁ κ. Γεράκης μὲ τὸν κ. Ἀλεξάκην. bbox=[721, 1755, 905, 1769]
headline-ship-illumination: Η ΦΩΤΑΓΩΓΗΣΙΣ ΤΩΝ ΠΛΟΙΩΝ bbox=[1158, 1070, 1385, 1088]
seal-left-line: ΕΤΗΣΙΑ ΔΡ. 16 bbox=[122, 195, 187, 205]
snippet: =Ἄρχισαν πάλιν καὶ πάρα πολλοὶ ἐκεῖ δημοσιεύουν ἕνα λυπηρὸν συμβάν. bbox=[277, 1106, 482, 1151]
article-paragraph: Ἔλεγε δὲ ὅτι ὁ Σουλτάνος δὲν εἶνε ἱκανὸς νὰ τὸν συλλάβῃ. bbox=[712, 1086, 925, 1116]
article-paragraph: Ὅλα ταῦτα ἠναγκάσθημεν νὰ τὰ ἀναφέρωμεν διὰ νὰ ἀποδείξωμεν ὅτι τὸ ζήτημα τῆς ὑδρεύσεως εἶνε ἐκ τῶν σπουδαιοτάτων· ἀπὸ τὸ 1899 ἡ ἐπιτροπὴ ἐργάζεται, εἶνε δὲ πλέον καιρὸς νὰ ληφθῶσι μέτρα διὰ τὴν προστασίαν τῆς δημοσίας ὑγείας. bbox=[935, 1551, 1138, 1664]
article-paragraph: Θὰ εὑρισκόμεθα δὲ τότε εἰς τὴν ἀνάγκην νὰ ζητήσωμεν τὴν γνώμην τῶν ἀρμοδίων εἰς τὸ ζήτημα τοῦτο, ἐπειδὴ ἡ ὑγεία τοῦ πληθυσμοῦ ἐξαρτᾶται ἀπὸ αὐτό. bbox=[935, 1196, 1138, 1276]
top-dark-band bbox=[0, 0, 1456, 56]
stat-heading: Ἦλθον εἰς χεῖρας bbox=[712, 2007, 850, 2024]
newspaper-subtitle: ΕΦΗΜΕΡΙΣ ΠΟΛΙΤΙΚΗ ΚΑΙ ΤΩΝ ΕΙΔΗΣΕΩΝ bbox=[494, 271, 971, 326]
seal-right-line: ΤΗΛΕΓΡ. ΔΙΕΥΘΥΝΣΙΣ bbox=[1253, 230, 1349, 240]
stat-entry: Ὁ κ. Θ. Π. Δηλιγιάννης μὲ τὸν κ. Γεράκην. bbox=[721, 1804, 925, 1834]
snippet: =Ἀλλὰ πρὸ ἑπτὰ μηνῶν ἐνεφανίσθη ἡ Βενιζερία καὶ ἐπὶ τῇ θέᾳ τοῦ ἀγρίου κύματος ἔτρεχαν ἅμα καὶ ἔχυσαν ν' ἐκπλέ-ουν εἰς τοὺς πόδας του. bbox=[277, 625, 482, 687]
article-paragraph: Πρώτην φορὰν ἐννόησα, διεσχίζων τὴν χώραν αὐτὴν, ὅτι εἶνε ἀδύνατον ν' ἀποφύγω· δὲν εἶνε τίποτε παρὰ μία ὀρεινὴ περιοχὴ. bbox=[493, 1933, 701, 1996]
column-rule bbox=[488, 390, 489, 1964]
article-paragraph: Κατὰ περίοδον ἤρχισε συζητήσεις μετὰ τῶν ὀπαδῶν του, ἐξηγῶν εἰς ἡμᾶς τοὺς λόγους, διὰ τοὺς ὁποίους μᾶς ἀπήγαγε. bbox=[712, 937, 925, 999]
article-paragraph: Ἐν τούτοις ἡ αἰχμαλωσία αὐτὴ παρετείνετο πολὺ. Ἐνεφανίσθη ἀπροσδοκήτως πολεμικὸν πλοῖον ἀμερικανικὸν εἰς Ταγγέρην, καὶ ὁ Σουλτάνος ἀπεφάσισε νὰ ὑποχωρήσῃ. bbox=[712, 1324, 925, 1405]
snippet: =Ἀρκεῖ νὰ ἔχουν μὲ λιμὰ εἰς τὸ κρανίον τοῦ κ. Βενιζελάκη διὰ νὰ εὑρῆτε, ὅτι εἶνε ἕνας Ἕλλην κακὸ ἀνόρυγμα ἐκεῖ μέσα 150000 σχέδια μαχῶν καὶ ναυμαχιῶν. bbox=[493, 790, 701, 870]
article-paragraph: β') Τὸ ἐν τῇ Ἀγγλίᾳ (Ἐσσέξῃ) διὰ διυλιστηρίων μεγάλης δυνάμεως. bbox=[1148, 642, 1394, 672]
column-rule bbox=[930, 390, 931, 1964]
column-4 bbox=[712, 391, 925, 2261]
column-rule bbox=[1143, 390, 1144, 1964]
stat-entry: Ὁ κ. Διδούρης μὲ τὸν κ. Ραῦσον. bbox=[721, 2027, 897, 2041]
snippet: =Παραπονοῦνται, ὅτι δὲν τοὺς τὰ κολ-λοῦν εἰς καλὴν θέσιν. bbox=[277, 914, 482, 943]
column-3 bbox=[493, 391, 701, 2394]
snippet: =Ἀλλ' ἤτονσι μὲ τὴν ἐρημίαν Μακεδονίας, χωρὶς νὰ μᾶς γράψει τὴν ἀπόφασιν. bbox=[277, 2179, 482, 2225]
article-signature: Κωνσταντῖνος Σάος μικροβιολόγος bbox=[1197, 857, 1394, 870]
seal-left-arc: ΣΥΝΔΡΟΜΑΙ bbox=[99, 136, 210, 150]
article-paragraph: Ἄλλως τε ἡ μυωπία δὲν εἶνε πάν-τοτε μειονέκτημα καθιστῶν τὸν ἔχοντα τοῦτο ἀνίκανον εἰς τὸ νὰ σκοπεύῃ. Ὁ κ. Ν. Φαρμακόπουλος εἶνε μύωψ, ἀλλὰ τοῦτο δὲν ἠμπόδισεν αὐτὸν νὰ πληγώσῃ τὸν κ. Στάϊκον. bbox=[56, 1402, 264, 1525]
subheading: Ἀποτελέσματα μὴ ἐνθαρρυντικά bbox=[966, 754, 1107, 788]
article-paragraph: Πρὸς κατοικίαν μᾶς ἐδόθη μία μικρὰ καλύβη ἀπὸ λίθους, ἡ ὁποία ἀνῆκεν εἰς Μαροκινοὺς ἀγρότας. Μᾶς ἐδίδετο ἄρτος καὶ ὀλίγον ρύζι. bbox=[493, 2000, 701, 2063]
article-paragraph: αὐτοῦ μὲ τὰς φυλακὰς ἐκείνας. bbox=[726, 714, 898, 727]
snippet: =Ἐν τούτοις νὰ λάβῃ δὲν εἶνε σπάνια. Ὁ πλησίον ὅμως κατέστησε τρία τεμάχια λοχίων. bbox=[277, 1410, 482, 1456]
stat-heading: Ἦλθον εἰς ξύλα bbox=[712, 2064, 836, 2081]
headline-shipwreck: ΝΑΥΑΓΙΟΝ bbox=[56, 2331, 264, 2358]
stat-entry: Ὁ κ. Γεράκης μὲ τὸν κ. Δαούσην. bbox=[721, 1788, 900, 1801]
date-left: Ἐν Ἀθήναις Τρίτη 22 Ἰουνίου 1904 bbox=[71, 98, 419, 118]
